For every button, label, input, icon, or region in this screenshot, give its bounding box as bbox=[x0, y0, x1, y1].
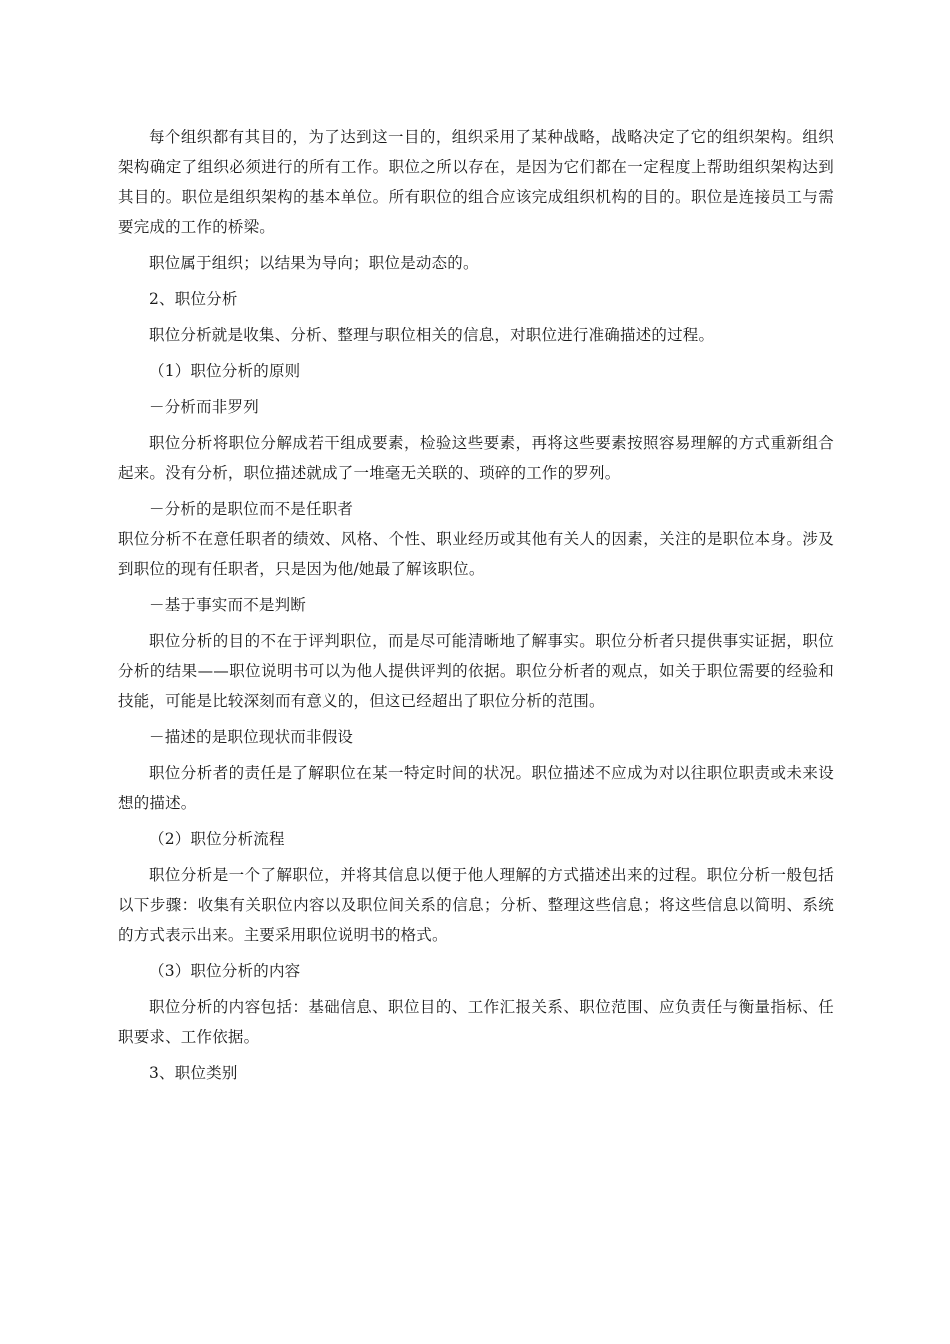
principle-current-state: －描述的是职位现状而非假设 bbox=[149, 728, 354, 746]
paragraph-analysis-definition: 职位分析就是收集、分析、整理与职位相关的信息，对职位进行准确描述的过程。 bbox=[149, 326, 715, 344]
paragraph-analysis-not-listing: 职位分析将职位分解成若干组成要素，检验这些要素，再将这些要素按照容易理解的方式重新组合起来。没有分析，职位描述就成了一堆毫无关联的、琐碎的工作的罗列。 bbox=[118, 434, 834, 482]
paragraph-analysis-process: 职位分析是一个了解职位，并将其信息以便于他人理解的方式描述出来的过程。职位分析一般包括以下步骤：收集有关职位内容以及职位间关系的信息；分析、整理这些信息；将这些信息以简明、系统的方式表示出来。主要采用职位说明书的格式。 bbox=[118, 866, 834, 944]
subheading-analysis-content: （3）职位分析的内容 bbox=[149, 962, 301, 980]
subheading-analysis-principles: （1）职位分析的原则 bbox=[149, 362, 301, 380]
paragraph-position-traits: 职位属于组织；以结果为导向；职位是动态的。 bbox=[149, 254, 479, 272]
section-heading-position-analysis: 2、职位分析 bbox=[149, 290, 238, 308]
paragraph-analysis-content: 职位分析的内容包括：基础信息、职位目的、工作汇报关系、职位范围、应负责任与衡量指标、任职要求、工作依据。 bbox=[118, 998, 834, 1046]
principle-analysis-not-listing: －分析而非罗列 bbox=[149, 398, 259, 416]
paragraph-organization-purpose: 每个组织都有其目的，为了达到这一目的，组织采用了某种战略，战略决定了它的组织架构。组织架构确定了组织必须进行的所有工作。职位之所以存在，是因为它们都在一定程度上帮助组织架构达到其目的。职位是组织架构的基本单位。所有职位的组合应该完成组织机构的目的。职位是连接员工与需要完成的工作的桥梁。 bbox=[118, 128, 834, 236]
document-body bbox=[118, 122, 834, 1094]
paragraph-current-state: 职位分析者的责任是了解职位在某一特定时间的状况。职位描述不应成为对以往职位职责或未来设想的描述。 bbox=[118, 764, 834, 812]
principle-position-not-incumbent: －分析的是职位而不是任职者 bbox=[149, 500, 354, 518]
paragraph-position-not-incumbent: 职位分析不在意任职者的绩效、风格、个性、职业经历或其他有关人的因素，关注的是职位本身。涉及到职位的现有任职者，只是因为他/她最了解该职位。 bbox=[118, 530, 834, 578]
subheading-analysis-process: （2）职位分析流程 bbox=[149, 830, 285, 848]
principle-facts-not-judgment: －基于事实而不是判断 bbox=[149, 596, 307, 614]
section-heading-position-categories: 3、职位类别 bbox=[149, 1064, 238, 1082]
paragraph-facts-not-judgment: 职位分析的目的不在于评判职位，而是尽可能清晰地了解事实。职位分析者只提供事实证据，职位分析的结果——职位说明书可以为他人提供评判的依据。职位分析者的观点，如关于职位需要的经验和技能，可能是比较深刻而有意义的，但这已经超出了职位分析的范围。 bbox=[118, 632, 834, 710]
